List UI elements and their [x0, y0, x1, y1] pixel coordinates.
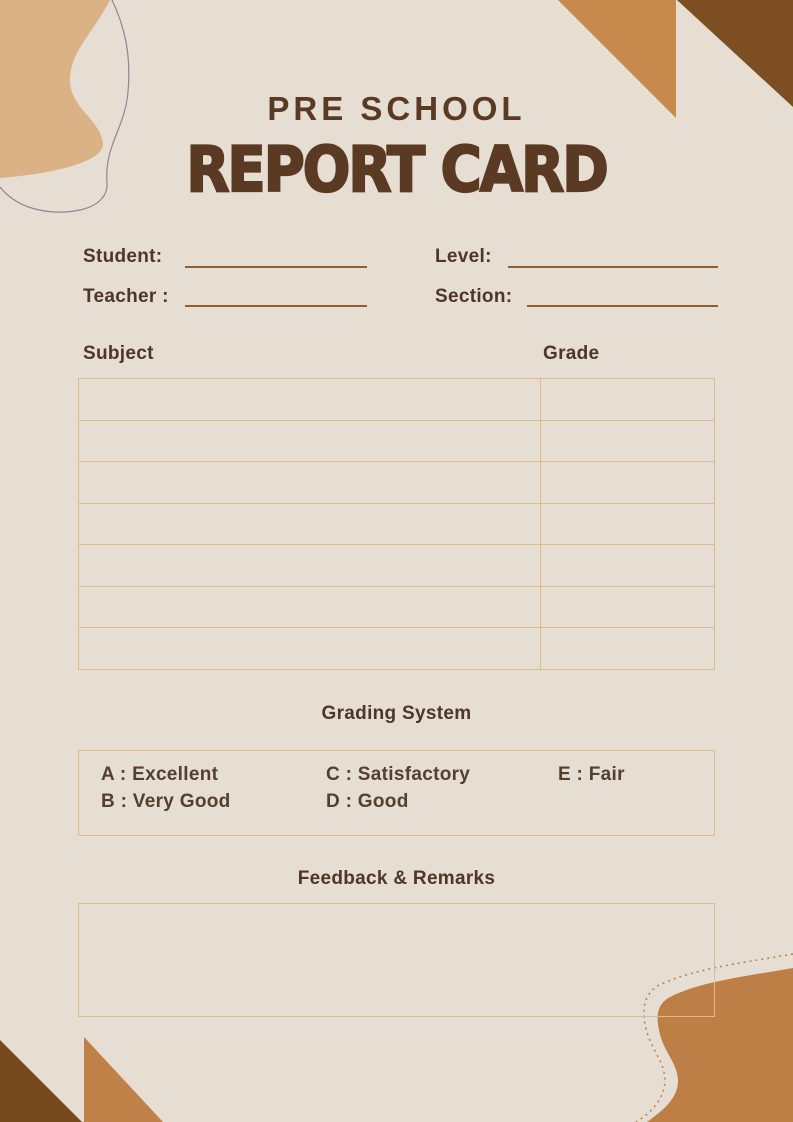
grade-cell[interactable] — [541, 504, 714, 545]
grading-item-e: E : Fair — [558, 764, 625, 785]
page-title: REPORT CARD — [186, 134, 607, 207]
grade-cell[interactable] — [541, 421, 714, 462]
grading-item-d: D : Good — [326, 791, 409, 812]
level-input[interactable] — [508, 266, 718, 268]
grading-item-b: B : Very Good — [101, 791, 231, 812]
subject-cell[interactable] — [79, 379, 541, 420]
feedback-input[interactable] — [78, 903, 715, 1017]
subject-cell[interactable] — [79, 504, 541, 545]
table-row — [79, 379, 714, 421]
student-input[interactable] — [185, 266, 367, 268]
subject-cell[interactable] — [79, 545, 541, 586]
subject-cell[interactable] — [79, 587, 541, 628]
grading-system-heading: Grading System — [321, 703, 472, 724]
grade-cell[interactable] — [541, 545, 714, 586]
table-row — [79, 545, 714, 587]
grade-column-header: Grade — [543, 343, 600, 364]
table-row — [79, 628, 714, 669]
teacher-input[interactable] — [185, 305, 367, 307]
grade-cell[interactable] — [541, 462, 714, 503]
section-label: Section: — [435, 286, 513, 307]
table-row — [79, 504, 714, 546]
feedback-heading: Feedback & Remarks — [297, 868, 496, 889]
subject-cell[interactable] — [79, 421, 541, 462]
grading-item-c: C : Satisfactory — [326, 764, 471, 785]
table-row — [79, 587, 714, 629]
subject-cell[interactable] — [79, 628, 541, 669]
subject-cell[interactable] — [79, 462, 541, 503]
level-label: Level: — [435, 246, 492, 267]
grade-cell[interactable] — [541, 379, 714, 420]
page-subtitle: PRE SCHOOL — [267, 90, 526, 127]
grading-item-a: A : Excellent — [101, 764, 219, 785]
table-row — [79, 462, 714, 504]
grades-table — [78, 378, 715, 670]
student-label: Student: — [83, 246, 163, 267]
grade-cell[interactable] — [541, 628, 714, 669]
grading-system-box — [78, 750, 715, 836]
table-row — [79, 421, 714, 463]
grade-cell[interactable] — [541, 587, 714, 628]
teacher-label: Teacher : — [83, 286, 169, 307]
section-input[interactable] — [527, 305, 718, 307]
subject-column-header: Subject — [83, 343, 154, 364]
